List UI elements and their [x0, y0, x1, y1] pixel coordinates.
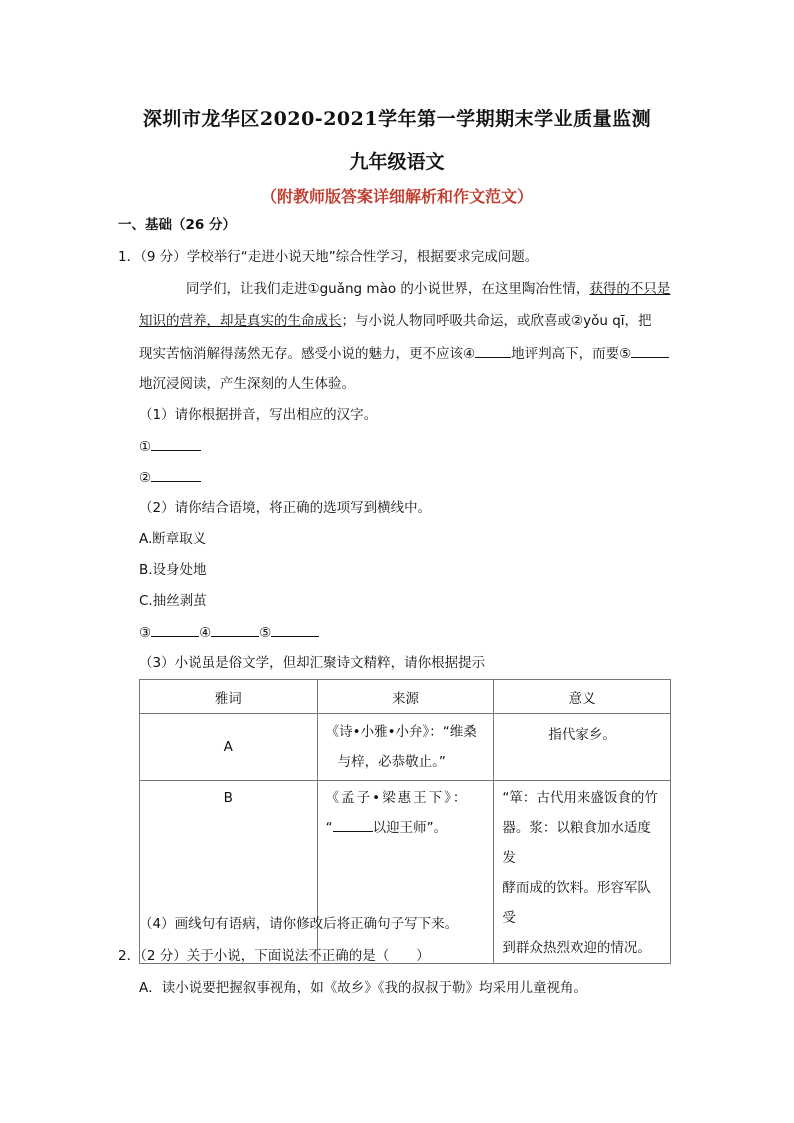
passage-line-2: [139, 311, 652, 331]
answer-blank-2[interactable]: [151, 467, 201, 482]
question-1-stem: 1．（9 分）学校举行“走进小说天地”综合性学习，根据要求完成问题。: [118, 249, 539, 265]
underlined-sentence-part-2: 知识的营养，却是真实的生命成长: [139, 313, 342, 329]
table-row-a: [140, 714, 671, 781]
passage-line-1-text: 同学们，让我们走进①guǎng mào 的小说世界，在这里陶冶性情，: [186, 281, 590, 297]
marker-5: ⑤: [259, 625, 272, 641]
sub-question-1: （1）请你根据拼音，写出相应的汉字。: [139, 407, 378, 423]
underlined-sentence-part-1: 获得的不只是: [589, 281, 671, 297]
marker-3: ③: [139, 625, 152, 641]
answer-blank-3[interactable]: [151, 622, 199, 637]
passage-line-3-text-b: 地评判高下，而要⑤: [511, 346, 632, 362]
section-heading: 一、基础（26 分）: [118, 217, 236, 233]
row-b-source: [317, 781, 494, 964]
sub-question-2: （2）请你结合语境，将正确的选项写到横线中。: [139, 500, 432, 516]
row-b-meaning-line-1: “箪：古代用来盛饭食的竹: [502, 790, 658, 806]
row-b-source-line-2: [326, 813, 486, 843]
row-a-source: [317, 714, 494, 781]
exam-title: 深圳市龙华区2020-2021学年第一学期期末学业质量监测: [142, 108, 652, 130]
passage-line-3: [139, 343, 669, 364]
row-b-meaning-line-3: 酵而成的饮料。形容军队受: [502, 880, 651, 926]
marker-4: ④: [199, 625, 212, 641]
row-b-quote-rest: 以迎王师”。: [372, 820, 448, 836]
option-c: C.抽丝剥茧: [139, 593, 207, 609]
answer-blank-4[interactable]: [211, 622, 259, 637]
table-row-b: [140, 781, 671, 964]
row-a-word: A: [140, 714, 318, 781]
header-word: 雅词: [140, 680, 318, 714]
answer-blank-5[interactable]: [271, 622, 319, 637]
option-b: B.设身处地: [139, 562, 207, 578]
table-header-row: [140, 680, 671, 714]
answer-line-345: [139, 622, 319, 643]
row-b-meaning-line-2: 器。浆：以粮食加水适度发: [502, 820, 651, 866]
answer-blank-1[interactable]: [151, 436, 201, 451]
row-a-meaning: 指代家乡。: [494, 714, 671, 781]
exam-subject: 九年级语文: [349, 151, 445, 173]
header-source: 来源: [317, 680, 494, 714]
sub-question-4: （4）画线句有语病，请你修改后将正确句子写下来。: [139, 916, 459, 932]
blank-5[interactable]: [631, 343, 669, 358]
row-b-blank[interactable]: [333, 817, 373, 832]
row-a-source-line-1: 《诗•小雅•小弁》：“维桑: [325, 724, 477, 740]
passage-line-4: 地沉浸阅读，产生深刻的人生体验。: [139, 376, 355, 392]
option-a: A.断章取义: [139, 531, 207, 547]
row-a-source-line-2: 与梓，必恭敬止。”: [337, 754, 446, 770]
row-b-meaning: [494, 781, 671, 964]
row-b-meaning-line-4: 到群众热烈欢迎的情况。: [502, 940, 651, 956]
sub-question-3: （3）小说虽是俗文学，但却汇聚诗文精粹，请你根据提示: [139, 655, 486, 671]
header-meaning: 意义: [494, 680, 671, 714]
passage-line-3-text: 现实苦恼消解得荡然无存。感受小说的魅力，更不应该④: [139, 346, 476, 362]
marker-1: ①: [139, 439, 152, 455]
marker-2: ②: [139, 470, 152, 486]
row-b-source-line-1: 《孟子•梁惠王下》：: [325, 790, 469, 806]
passage-line-2-text: ；与小说人物同呼吸共命运，或欣喜或②yǒu qī，把: [341, 313, 652, 329]
row-b-word: B: [140, 781, 318, 964]
exam-note: （附教师版答案详细解析和作文范文）: [260, 187, 533, 206]
passage-line-1: [186, 279, 670, 299]
answer-line-2: [139, 467, 201, 488]
answer-line-1: [139, 436, 201, 457]
row-b-quote-open: “: [325, 820, 333, 836]
question-2-stem: 2．（2 分）关于小说，下面说法不正确的是（ ）: [118, 948, 430, 964]
blank-4[interactable]: [475, 343, 511, 358]
question-2-option-a: A．读小说要把握叙事视角，如《故乡》《我的叔叔于勒》均采用儿童视角。: [139, 980, 587, 996]
